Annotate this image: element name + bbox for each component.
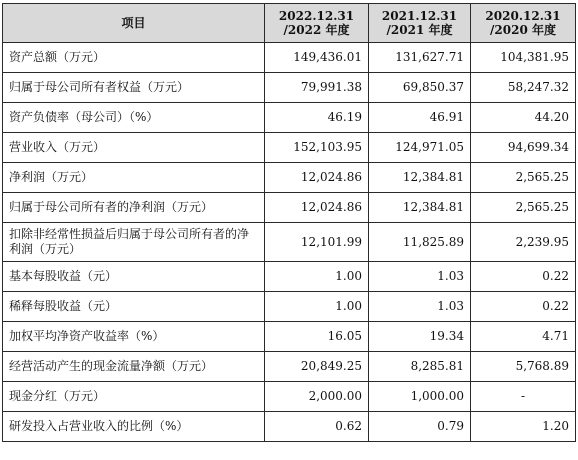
row-label: 资产负债率（母公司）（%） <box>3 103 265 133</box>
cell-2022: 12,024.86 <box>265 163 369 193</box>
cell-2021: 0.79 <box>369 412 471 442</box>
cell-2020: 2,565.25 <box>471 163 576 193</box>
table-row <box>3 103 576 133</box>
table-row <box>3 262 576 292</box>
cell-2021: 19.34 <box>369 322 471 352</box>
header-2021-date: 2021.12.31 <box>381 9 458 23</box>
row-label: 净利润（万元） <box>3 163 265 193</box>
cell-2020: 0.22 <box>471 262 576 292</box>
header-2020-year: /2020 年度 <box>490 23 556 37</box>
cell-2020: - <box>471 382 576 412</box>
cell-2021: 131,627.71 <box>369 43 471 73</box>
row-label: 营业收入（万元） <box>3 133 265 163</box>
cell-2022: 12,024.86 <box>265 193 369 223</box>
header-row <box>3 4 576 43</box>
table-row <box>3 382 576 412</box>
cell-2020: 5,768.89 <box>471 352 576 382</box>
header-2022-date: 2022.12.31 <box>278 9 355 23</box>
row-label: 加权平均净资产收益率（%） <box>3 322 265 352</box>
header-2021 <box>369 4 471 43</box>
header-2020 <box>471 4 576 43</box>
cell-2022: 79,991.38 <box>265 73 369 103</box>
header-item-label: 项目 <box>121 16 146 30</box>
header-2020-date: 2020.12.31 <box>485 9 561 23</box>
cell-2020: 44.20 <box>471 103 576 133</box>
cell-2021: 11,825.89 <box>369 223 471 262</box>
cell-2021: 69,850.37 <box>369 73 471 103</box>
cell-2020: 4.71 <box>471 322 576 352</box>
cell-2022: 1.00 <box>265 292 369 322</box>
table-row <box>3 412 576 442</box>
cell-2021: 124,971.05 <box>369 133 471 163</box>
header-2022 <box>265 4 369 43</box>
table-row <box>3 133 576 163</box>
table-row <box>3 193 576 223</box>
cell-2020: 0.22 <box>471 292 576 322</box>
cell-2022: 2,000.00 <box>265 382 369 412</box>
cell-2022: 0.62 <box>265 412 369 442</box>
cell-2022: 46.19 <box>265 103 369 133</box>
cell-2022: 16.05 <box>265 322 369 352</box>
cell-2021: 12,384.81 <box>369 193 471 223</box>
cell-2022: 12,101.99 <box>265 223 369 262</box>
row-label: 归属于母公司所有者的净利润（万元） <box>3 193 265 223</box>
row-label: 研发投入占营业收入的比例（%） <box>3 412 265 442</box>
row-label: 经营活动产生的现金流量净额（万元） <box>3 352 265 382</box>
row-label: 资产总额（万元） <box>3 43 265 73</box>
cell-2020: 104,381.95 <box>471 43 576 73</box>
table-row <box>3 352 576 382</box>
table-row <box>3 322 576 352</box>
table-row <box>3 292 576 322</box>
cell-2022: 149,436.01 <box>265 43 369 73</box>
row-label: 扣除非经常性损益后归属于母公司所有者的净利润（万元） <box>3 223 265 262</box>
cell-2021: 46.91 <box>369 103 471 133</box>
table-row <box>3 163 576 193</box>
cell-2020: 1.20 <box>471 412 576 442</box>
cell-2020: 94,699.34 <box>471 133 576 163</box>
table-row <box>3 223 576 262</box>
row-label: 归属于母公司所有者权益（万元） <box>3 73 265 103</box>
cell-2022: 20,849.25 <box>265 352 369 382</box>
header-item <box>3 4 265 43</box>
cell-2021: 1.03 <box>369 262 471 292</box>
row-label: 现金分红（万元） <box>3 382 265 412</box>
table-row <box>3 43 576 73</box>
financial-indicators-table <box>2 3 576 442</box>
table-body <box>3 43 576 442</box>
table-header <box>3 4 576 43</box>
header-2021-year: /2021 年度 <box>386 23 453 37</box>
cell-2021: 12,384.81 <box>369 163 471 193</box>
cell-2022: 1.00 <box>265 262 369 292</box>
cell-2021: 1,000.00 <box>369 382 471 412</box>
header-2022-year: /2022 年度 <box>283 23 350 37</box>
cell-2020: 2,239.95 <box>471 223 576 262</box>
cell-2020: 58,247.32 <box>471 73 576 103</box>
row-label: 基本每股收益（元） <box>3 262 265 292</box>
cell-2020: 2,565.25 <box>471 193 576 223</box>
table-row <box>3 73 576 103</box>
row-label: 稀释每股收益（元） <box>3 292 265 322</box>
cell-2021: 1.03 <box>369 292 471 322</box>
cell-2021: 8,285.81 <box>369 352 471 382</box>
cell-2022: 152,103.95 <box>265 133 369 163</box>
